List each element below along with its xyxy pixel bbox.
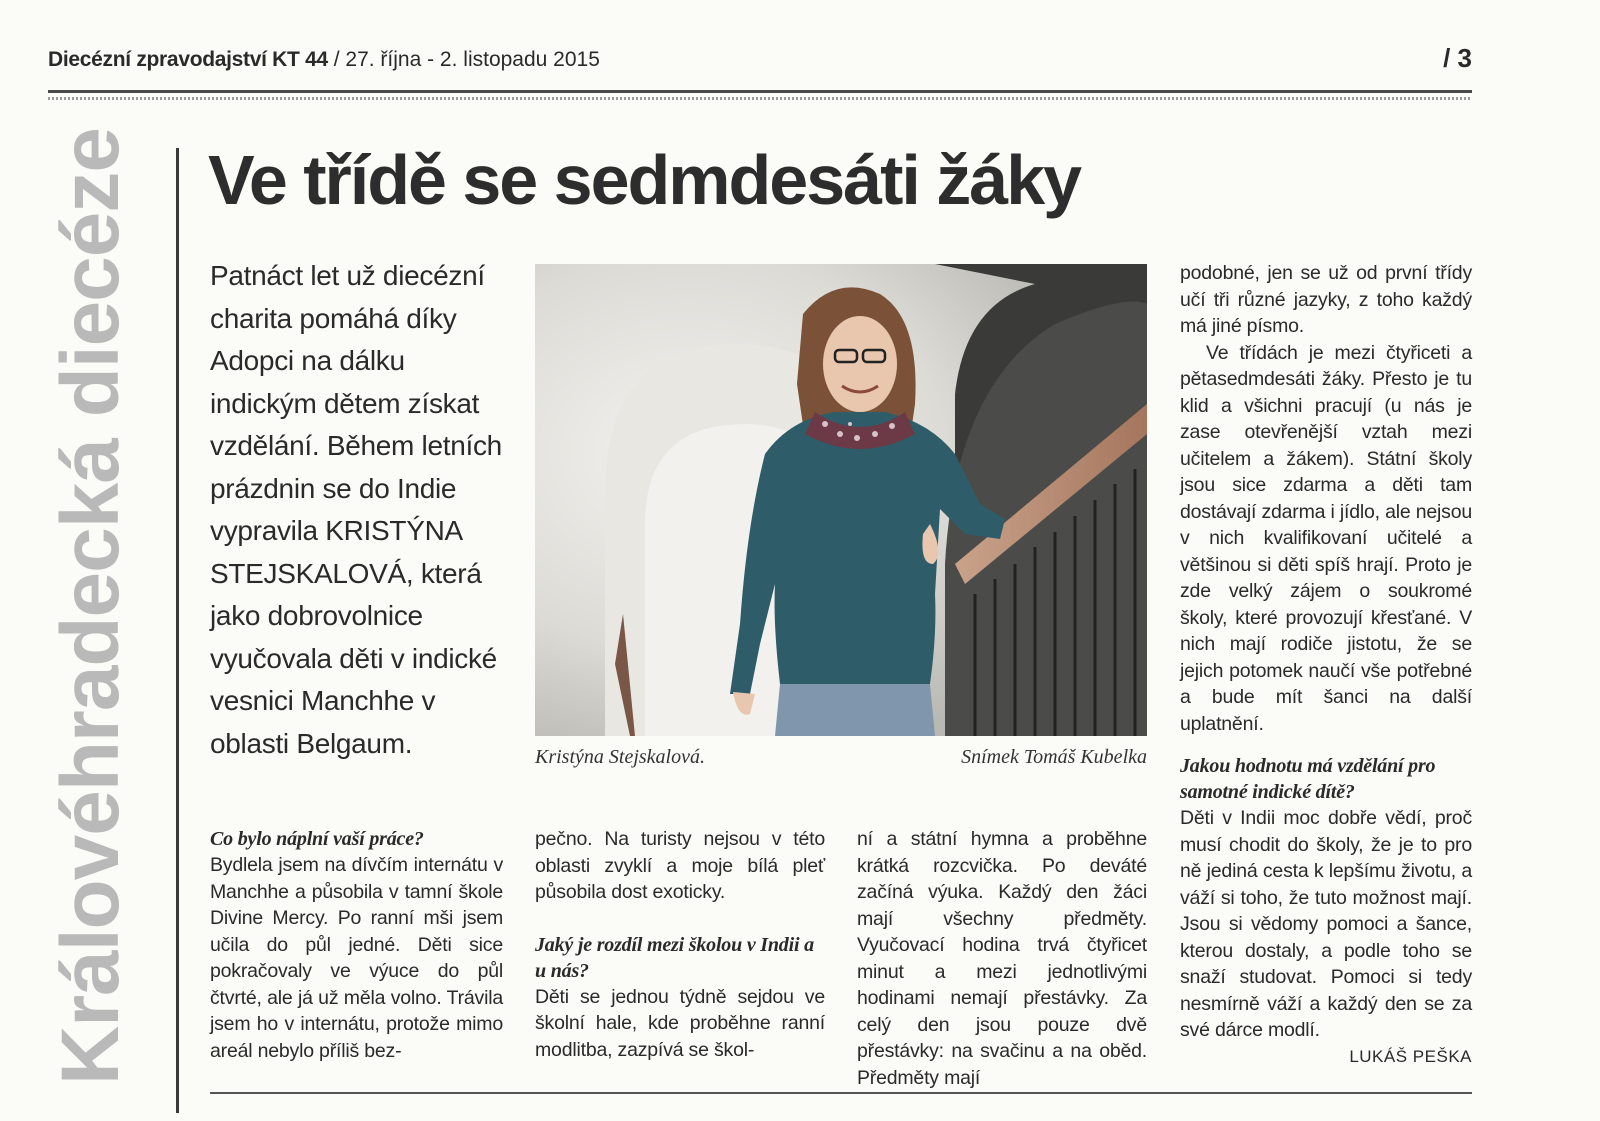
question-2: Jaký je rozdíl mezi školou v Indii a u nás? [535, 933, 814, 982]
answer-3: Děti v Indii moc dobře vědí, proč musí chodit do školy, že je to pro ně jediná cesta k lepšímu životu, a váží si toho, že tuto možnost mají. Jsou si vědomy pomoci a šance, kterou dostaly, a podle toho se snaží studovat. Pomoci si tedy nesmírně váží a každý den se za své dárce modlí. [1180, 807, 1472, 1041]
text-column-3 [857, 826, 1147, 1091]
article-headline: Ve třídě se sedmdesáti žáky [208, 141, 1081, 219]
question-1: Co bylo náplní vaší práce? [210, 828, 424, 850]
newspaper-title: Diecézní zpravodajství KT 44 [48, 48, 328, 71]
article-author: LUKÁŠ PEŠKA [1349, 1046, 1472, 1066]
photo-credit: Snímek Tomáš Kubelka [961, 746, 1147, 768]
answer-2-continued: ní a státní hymna a proběhne krátká rozcvička. Po deváté začíná výuka. Každý den žáci mají všechny předměty. Vyučovací hodina trvá čtyřicet minut a mezi jednotlivými hodinami nemají přestávky. Za celý den jsou pouze dvě přestávky: na svačinu a na oběd. Předměty mají [857, 828, 1147, 1089]
article-perex: Patnáct let už diecézní charita pomáhá díky Adopci na dálku indickým dětem získat vzdělání. Během letních prázdnin se do Indie vypravila KRISTÝNA STEJSKALOVÁ, která jako dobrovolnice vyučovala děti v indické vesnici Manchhe v oblasti Belgaum. [210, 260, 502, 759]
answer-1: Bydlela jsem na dívčím internátu v Manchhe a působila v tamní škole Divine Mercy. Po ranní mši jsem učila do půl jedné. Děti sice pokračovaly ve výuce do půl čtvrté, ale já už měla volno. Trávila jsem ho v internátu, protože mimo areál nebylo příliš bez- [210, 854, 503, 1062]
answer-2-end: podobné, jen se už od první třídy učí tři různé jazyky, z toho každý má jiné písmo. [1180, 262, 1472, 337]
answer-2: Děti se jednou týdně sejdou ve školní hale, kde proběhne ranní modlitba, zazpívá se škol- [535, 985, 825, 1061]
section-label: Královéhradecká diecéze [45, 128, 136, 1085]
issue-date: / 27. října - 2. listopadu 2015 [333, 48, 600, 71]
article-photo [535, 264, 1147, 736]
header-rule [48, 90, 1472, 100]
answer-2b: Ve třídách je mezi čtyřiceti a pětasedmdesáti žáky. Přesto je tu klid a všichni pracují (u nás je zase otevřenější vztah mezi učitelem a žákem). Státní školy jsou sice zdarma a děti tam dostávají zdarma i jídlo, ale nejsou v nich kvalifikovaní učitelé a většinou si děti spíš hrají. Proto je zde velký zájem o soukromé školy, které provozují křesťané. V nich mají rodiče jistotu, že se jejich potomek naučí vše potřebné a bude mít šanci na další uplatnění. [1180, 341, 1472, 735]
bottom-rule [210, 1092, 1472, 1094]
text-column-1 [210, 826, 503, 1064]
photo-caption: Kristýna Stejskalová. [535, 746, 705, 768]
text-column-2 [535, 826, 825, 1063]
vertical-divider [176, 148, 179, 1113]
text-column-4 [1180, 260, 1472, 1070]
answer-1-continued: pečno. Na turisty nejsou v této oblasti zvyklí a moje bílá pleť působila dost exoticky. [535, 828, 825, 903]
page-header [48, 43, 1472, 76]
page-number: / 3 [1443, 43, 1472, 73]
question-3: Jakou hodnotu má vzdělání pro samotné indické dítě? [1180, 755, 1436, 803]
